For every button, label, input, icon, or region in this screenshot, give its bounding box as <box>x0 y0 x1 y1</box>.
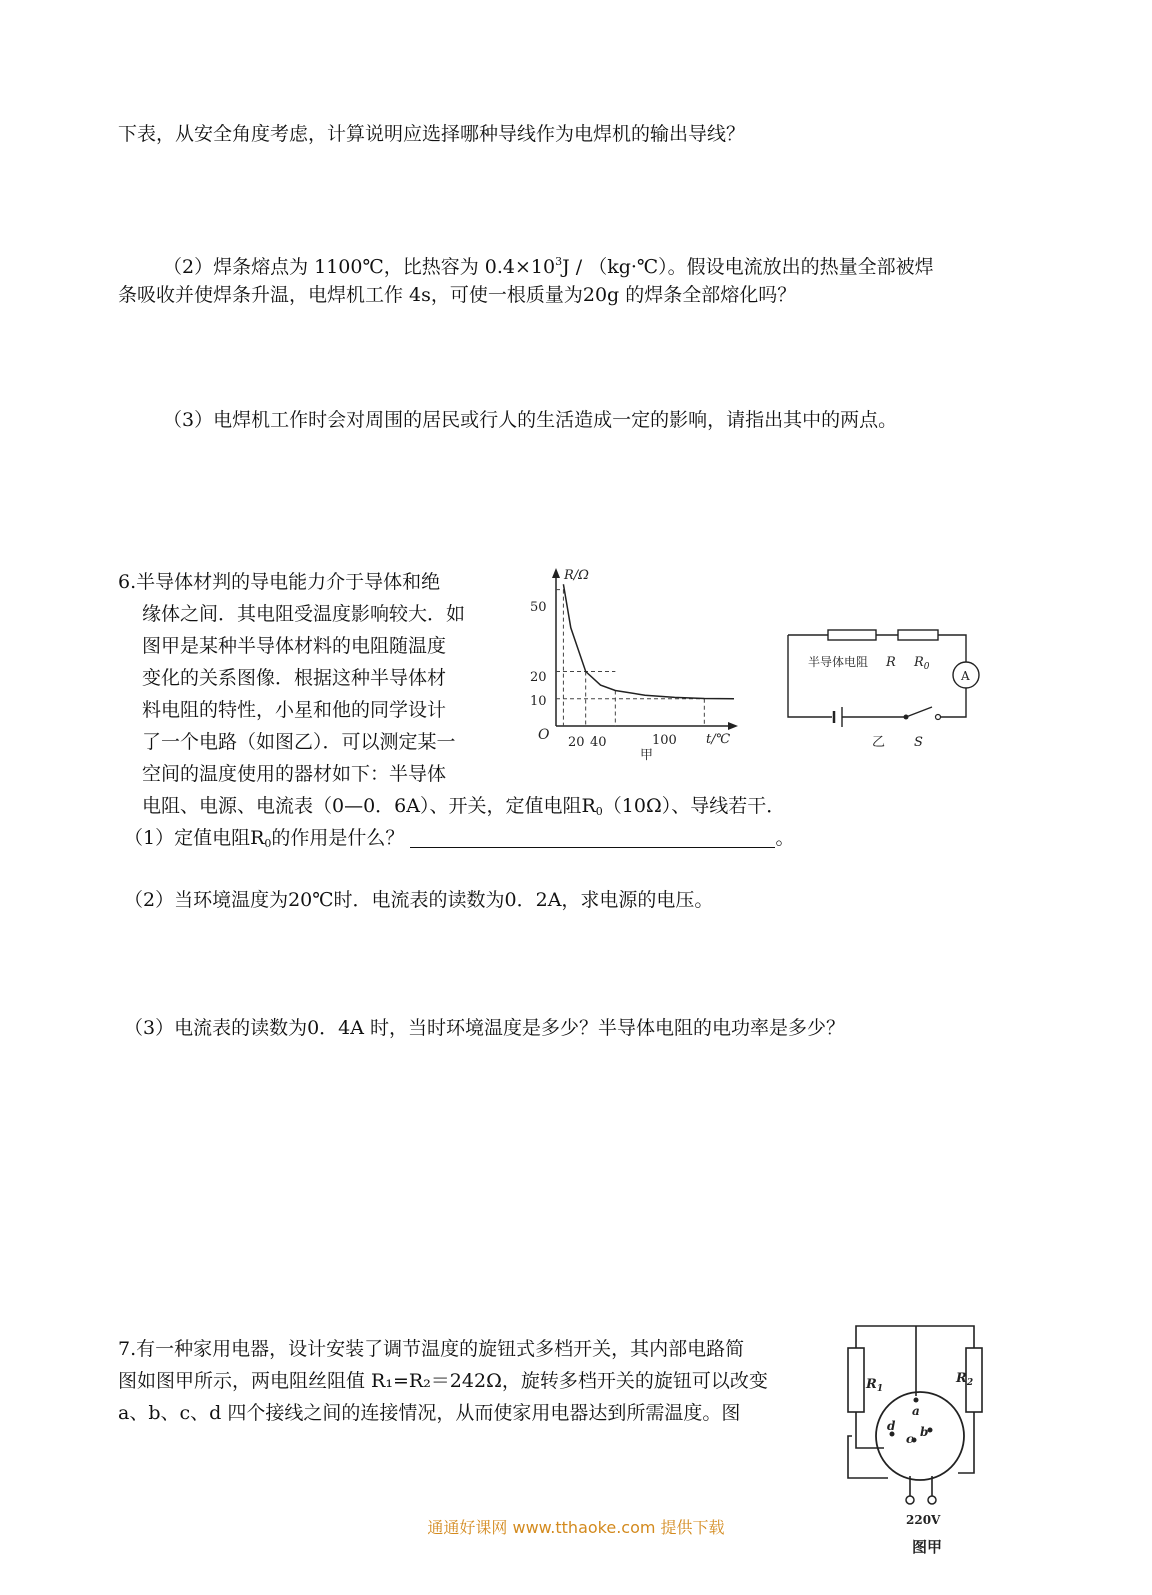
x-axis-label: t/℃ <box>706 732 731 747</box>
label-b: b <box>920 1425 929 1439</box>
x-tick-label: 20 <box>568 735 585 750</box>
question-5-sub3: （3）电焊机工作时会对周围的居民或行人的生活造成一定的影响，请指出其中的两点。 <box>163 409 898 431</box>
q6-sub1-a: （1）定值电阻R <box>124 827 265 849</box>
q6-line: 变化的关系图像．根据这种半导体材 <box>142 667 447 689</box>
q6-materials-line <box>142 794 785 824</box>
r2-subscript: 2 <box>966 1378 974 1388</box>
q6-materials-b: （10Ω）、导线若干． <box>602 795 786 817</box>
q6-line: 了一个电路（如图乙）．可以测定某一 <box>142 731 456 753</box>
q6-materials-sub: 0 <box>595 805 603 818</box>
circuit-diagram-yi <box>780 625 995 750</box>
q6-line: 缘体之间．其电阻受温度影响较大．如 <box>142 603 466 625</box>
q6-sub3: （3）电流表的读数为0．4A 时，当时环境温度是多少？半导体电阻的电功率是多少？ <box>124 1017 846 1039</box>
answer-blank[interactable] <box>410 829 775 848</box>
question-5-sub2-line1 <box>163 250 934 279</box>
q2-exponent: 3 <box>555 255 563 268</box>
q7-line: a、b、c、d 四个接线之间的连接情况，从而使家用电器达到所需温度。图 <box>118 1402 741 1424</box>
semiconductor-resistor <box>828 630 876 640</box>
q6-line: 料电阻的特性，小星和他的同学设计 <box>142 699 447 721</box>
y-tick-label: 20 <box>530 670 547 685</box>
circuit-diagram-jia <box>840 1318 990 1593</box>
resistance-temperature-chart <box>520 562 750 772</box>
y-axis-arrow <box>552 568 560 578</box>
plug-terminal <box>906 1496 914 1504</box>
plug-terminal <box>928 1496 936 1504</box>
q6-sub1-end: 。 <box>775 827 795 849</box>
label-a: a <box>912 1404 920 1418</box>
r1-subscript: 1 <box>876 1384 884 1394</box>
footer-credit: 通通好课网 www.tthaoke.com 提供下载 <box>427 1518 725 1537</box>
resistance-curve <box>563 584 734 699</box>
voltage-label: 220V <box>906 1513 941 1527</box>
resistor-r1 <box>848 1348 864 1412</box>
switch-label: S <box>914 735 923 750</box>
circuit-wires <box>848 1326 974 1496</box>
question-5-stem-line: 下表，从安全角度考虑，计算说明应选择哪种导线作为电焊机的输出导线？ <box>118 123 746 145</box>
terminal-a <box>914 1398 919 1403</box>
ammeter-label: A <box>961 669 970 683</box>
label-d: d <box>887 1419 896 1433</box>
q6-sub1-b: 的作用是什么？ <box>271 827 405 849</box>
q6-materials-a: 电阻、电源、电流表（0—0．6A）、开关，定值电阻R <box>142 795 596 817</box>
r-label: R <box>886 655 896 670</box>
q2-text-b: J / （kg·℃）。假设电流放出的热量全部被焊 <box>562 256 934 278</box>
r2-letter: R <box>956 1371 967 1386</box>
q7-line: 图如图甲所示，两电阻丝阻值 R₁=R₂＝242Ω，旋转多档开关的旋钮可以改变 <box>118 1370 768 1392</box>
question-5-sub2-line2: 条吸收并使焊条升温，电焊机工作 4s，可使一根质量为20g 的焊条全部熔化吗？ <box>118 284 797 306</box>
circuit-wires <box>788 635 966 717</box>
q2-text-a: （2）焊条熔点为 1100℃，比热容为 0.4×10 <box>163 256 556 278</box>
q7-line: 7.有一种家用电器，设计安装了调节温度的旋钮式多档开关，其内部电路简 <box>118 1338 745 1360</box>
figure-caption: 图甲 <box>912 1538 943 1556</box>
r0-letter: R <box>914 655 924 670</box>
figure-caption: 甲 <box>640 748 654 763</box>
y-axis-label: R/Ω <box>564 568 589 583</box>
origin-label: O <box>538 727 550 743</box>
x-tick-label: 40 <box>590 735 607 750</box>
r0-subscript: 0 <box>923 662 930 672</box>
y-tick-label: 10 <box>530 694 547 709</box>
switch-lever <box>906 707 932 717</box>
q6-sub1-sub: 0 <box>264 837 272 850</box>
semiconductor-label: 半导体电阻 <box>808 655 869 669</box>
r1-label <box>865 1377 883 1394</box>
r0-label <box>913 655 930 672</box>
switch-contact <box>936 715 941 720</box>
q6-line: 图甲是某种半导体材料的电阻随温度 <box>142 635 447 657</box>
q6-sub1 <box>124 826 794 856</box>
q6-line: 空间的温度使用的器材如下：半导体 <box>142 763 447 785</box>
q6-sub2: （2）当环境温度为20℃时．电流表的读数为0．2A，求电源的电压。 <box>124 889 714 911</box>
r1-letter: R <box>866 1377 877 1392</box>
label-c: c <box>906 1432 914 1446</box>
x-axis-arrow <box>728 722 738 730</box>
q6-line: 6.半导体材判的导电能力介于导体和绝 <box>118 571 441 593</box>
figure-caption: 乙 <box>872 735 886 750</box>
x-tick-label: 100 <box>652 733 677 748</box>
fixed-resistor-r0 <box>898 630 938 640</box>
y-tick-label: 50 <box>530 600 547 615</box>
